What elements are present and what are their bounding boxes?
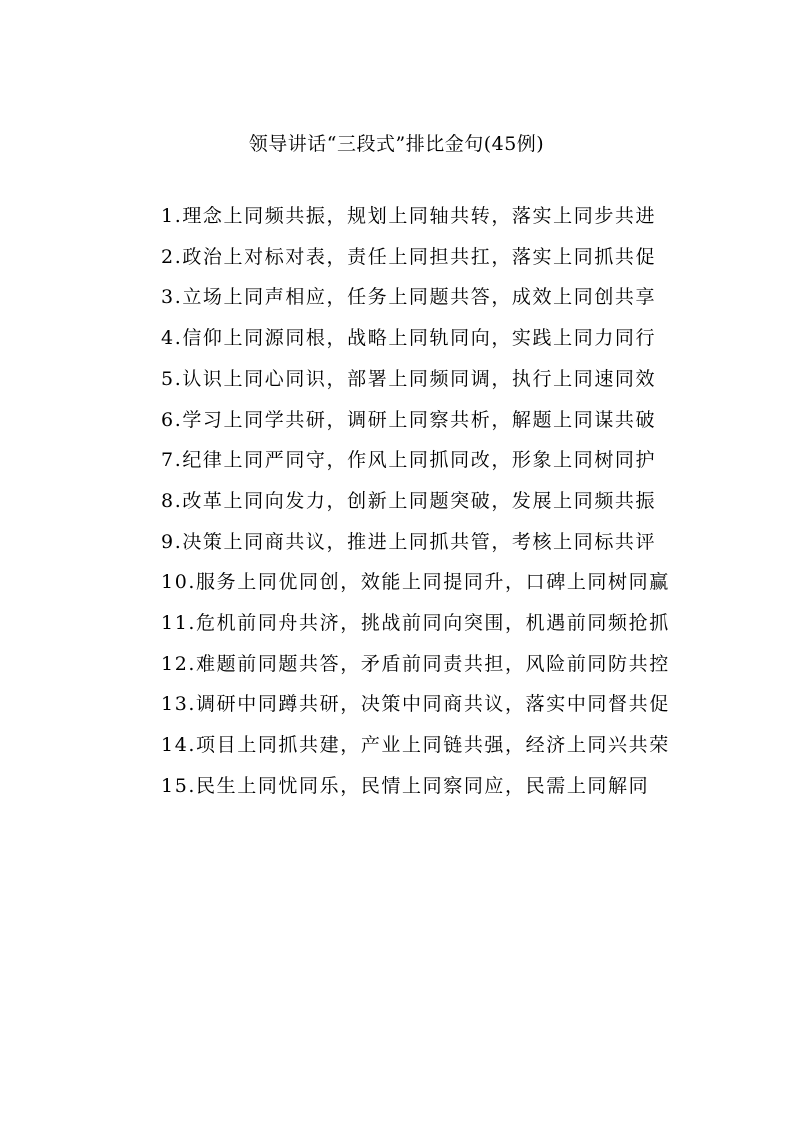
- list-item: 3.立场上同声相应，任务上同题共答，成效上同创共享: [161, 286, 657, 309]
- list-item: 14.项目上同抓共建，产业上同链共强，经济上同兴共荣: [161, 734, 670, 757]
- list-item: 4.信仰上同源同根，战略上同轨同向，实践上同力同行: [161, 327, 657, 350]
- list-item: 13.调研中同蹲共研，决策中同商共议，落实中同督共促: [161, 693, 670, 716]
- list-item: 1.理念上同频共振，规划上同轴共转，落实上同步共进: [161, 205, 657, 227]
- list-item: 9.决策上同商共议，推进上同抓共管，考核上同标共评: [161, 530, 657, 553]
- list-item: 5.认识上同心同识，部署上同频同调，执行上同速同效: [161, 367, 657, 390]
- list-item: 15.民生上同忧同乐，民情上同察同应，民需上同解同: [161, 774, 650, 797]
- list-item: 12.难题前同题共答，矛盾前同责共担，风险前同防共控: [161, 652, 670, 675]
- list-item: 6.学习上同学共研，调研上同察共析，解题上同谋共破: [161, 408, 657, 431]
- document-body: [118, 196, 674, 807]
- list-item: 8.改革上同向发力，创新上同题突破，发展上同频共振: [161, 489, 657, 512]
- list-item: 2.政治上对标对表，责任上同担共扛，落实上同抓共促: [161, 245, 657, 268]
- document-title: 领导讲话“三段式”排比金句(45例): [248, 133, 545, 155]
- list-item: 7.纪律上同严同守，作风上同抓同改，形象上同树同护: [161, 449, 657, 472]
- list-item: 11.危机前同舟共济，挑战前同向突围，机遇前同频抢抓: [161, 612, 670, 635]
- list-item: 10.服务上同优同创，效能上同提同升，口碑上同树同赢: [161, 571, 670, 594]
